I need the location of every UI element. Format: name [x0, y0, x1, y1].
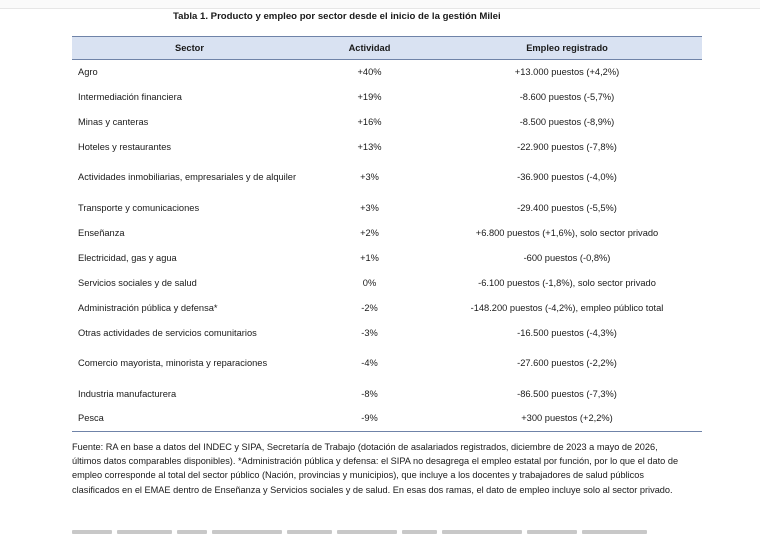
- cell-actividad: 0%: [362, 277, 377, 288]
- table-row: [72, 60, 702, 85]
- cell-actividad: +13%: [357, 141, 382, 152]
- header-sector: Sector: [72, 37, 307, 60]
- table-header-row: [72, 37, 702, 60]
- cell-actividad: +16%: [357, 116, 382, 127]
- cell-sector: Comercio mayorista, minorista y reparaciones: [78, 358, 268, 368]
- cell-empleo: -29.400 puestos (-5,5%): [517, 202, 617, 213]
- cell-sector: Minas y canteras: [78, 116, 149, 127]
- cell-empleo: -8.600 puestos (-5,7%): [519, 91, 615, 102]
- cell-sector: Administración pública y defensa*: [78, 302, 218, 313]
- cell-actividad: -4%: [361, 358, 378, 368]
- cell-empleo: -16.500 puestos (-4,3%): [517, 327, 617, 338]
- cell-empleo: +300 puestos (+2,2%): [432, 407, 702, 432]
- table-row: [72, 296, 702, 321]
- cell-sector: Enseñanza: [78, 227, 125, 238]
- cell-sector: Agro: [78, 66, 98, 77]
- cell-actividad: +3%: [360, 172, 379, 182]
- cell-actividad: +2%: [360, 227, 379, 238]
- cell-empleo: -148.200 puestos (-4,2%), empleo público total: [470, 302, 664, 313]
- cell-sector: Hoteles y restaurantes: [78, 141, 172, 152]
- cell-empleo: -600 puestos (-0,8%): [523, 252, 611, 263]
- cell-sector: Servicios sociales y de salud: [78, 277, 197, 288]
- cell-sector: Intermediación financiera: [78, 91, 182, 102]
- sector-table: [72, 36, 702, 432]
- table-row: [72, 196, 702, 221]
- header-empleo: Empleo registrado: [432, 37, 702, 60]
- document-page: [72, 10, 702, 497]
- table-row: [72, 407, 702, 432]
- cell-actividad: -8%: [361, 388, 378, 399]
- table-row: [72, 271, 702, 296]
- header-actividad: Actividad: [307, 37, 432, 60]
- cell-actividad: +1%: [360, 252, 379, 263]
- cell-actividad: +40%: [357, 66, 382, 77]
- cell-empleo: +6.800 puestos (+1,6%), solo sector privado: [475, 227, 659, 238]
- cell-sector: Otras actividades de servicios comunitarios: [78, 327, 257, 338]
- table-row: [72, 85, 702, 110]
- cell-sector: Pesca: [72, 407, 307, 432]
- cell-actividad: -3%: [361, 327, 378, 338]
- table-row: [72, 246, 702, 271]
- cell-actividad: +19%: [357, 91, 382, 102]
- table-row: [72, 321, 702, 346]
- viewer-top-edge: [0, 0, 760, 9]
- cell-actividad: +3%: [360, 202, 379, 213]
- table-row: [72, 382, 702, 407]
- cell-empleo: -6.100 puestos (-1,8%), solo sector privado: [478, 277, 656, 288]
- cell-empleo: -22.900 puestos (-7,8%): [517, 141, 617, 152]
- cell-actividad: -9%: [307, 407, 432, 432]
- cell-empleo: -86.500 puestos (-7,3%): [517, 388, 617, 399]
- table-row: [72, 110, 702, 135]
- cell-sector: Industria manufacturera: [78, 388, 177, 399]
- cell-actividad: -2%: [361, 302, 378, 313]
- cell-sector: Transporte y comunicaciones: [78, 202, 200, 213]
- table-row: [72, 160, 702, 196]
- table-body: [72, 60, 702, 432]
- cell-sector: Actividades inmobiliarias, empresariales y de alquiler: [78, 172, 297, 182]
- cell-empleo: +13.000 puestos (+4,2%): [514, 66, 620, 77]
- cell-empleo: -27.600 puestos (-2,2%): [517, 358, 617, 368]
- table-row: [72, 346, 702, 382]
- source-note: Fuente: RA en base a datos del INDEC y SIPA, Secretaría de Trabajo (dotación de asalariados registrados, diciembre de 2023 a mayo de 2026, últimos datos comparables disponibles). *Administración pública y defensa: el SIPA no desagrega el empleo estatal por función, por lo que el dato de empleo corresponde al total del sector público (Nación, provincias y municipios), que incluye a los docentes y trabajadores de salud públicos clasificados en el EMAE dentro de Enseñanza y Servicios sociales y de salud. En esas dos ramas, el dato de empleo incluye solo al sector privado.: [72, 442, 679, 495]
- cell-sector: Electricidad, gas y agua: [78, 252, 177, 263]
- cell-empleo: -8.500 puestos (-8,9%): [519, 116, 615, 127]
- table-row: [72, 135, 702, 160]
- cell-empleo: -36.900 puestos (-4,0%): [517, 172, 617, 182]
- table-caption: Tabla 1. Producto y empleo por sector desde el inicio de la gestión Milei: [173, 11, 501, 22]
- table-row: [72, 221, 702, 246]
